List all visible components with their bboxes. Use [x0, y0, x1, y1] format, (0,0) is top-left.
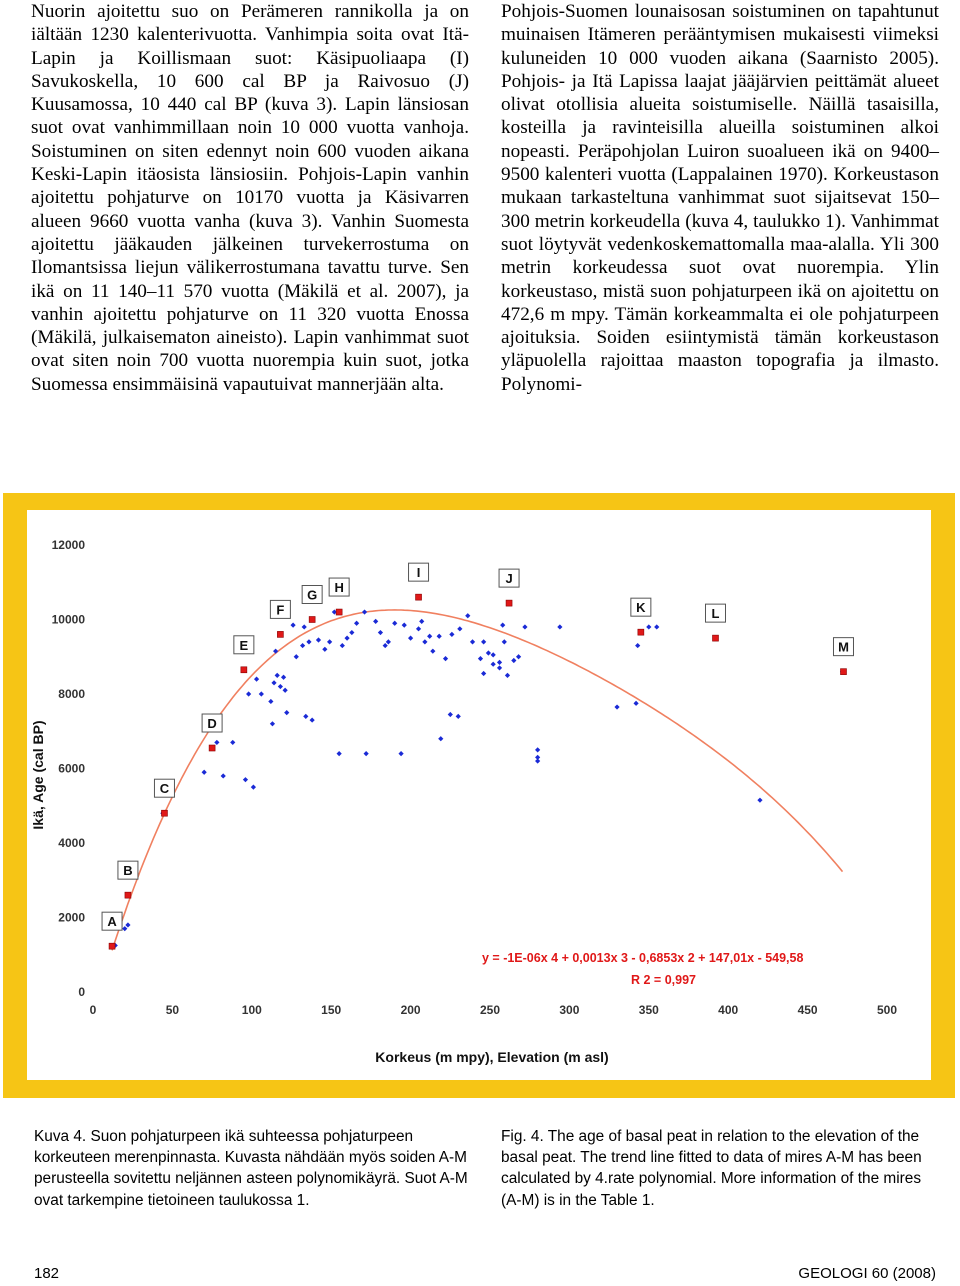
article-column-left — [31, 0, 469, 396]
data-point — [449, 632, 454, 637]
page-number: 182 — [34, 1265, 60, 1282]
data-point — [535, 747, 540, 752]
data-point — [486, 650, 491, 655]
data-point — [302, 624, 307, 629]
data-point — [230, 740, 235, 745]
data-point — [303, 714, 308, 719]
mire-label: A — [107, 914, 117, 930]
data-point — [481, 639, 486, 644]
data-point — [322, 647, 327, 652]
mire-label: E — [239, 637, 249, 653]
data-point — [491, 652, 496, 657]
data-point — [416, 626, 421, 631]
mire-label: M — [838, 639, 849, 655]
data-point — [511, 658, 516, 663]
data-point — [470, 639, 475, 644]
data-point — [557, 624, 562, 629]
data-point — [497, 660, 502, 665]
data-point — [254, 677, 259, 682]
x-tick-label: 0 — [89, 1003, 97, 1017]
data-point — [516, 654, 521, 659]
mire-label: G — [307, 587, 318, 603]
trend-line — [112, 610, 842, 951]
data-point — [362, 609, 367, 614]
mire-label: F — [276, 602, 285, 618]
x-tick-label: 100 — [241, 1003, 262, 1017]
data-point — [437, 634, 442, 639]
caption-english — [501, 1126, 941, 1211]
data-point — [259, 691, 264, 696]
journal-footer: GEOLOGI 60 (2008) — [798, 1265, 936, 1282]
data-point — [284, 710, 289, 715]
labeled-mire-point — [109, 943, 115, 949]
data-point — [337, 751, 342, 756]
labeled-mire-point — [416, 594, 422, 600]
r-squared: R 2 = 0,997 — [631, 973, 696, 987]
mire-label: J — [505, 571, 513, 587]
data-point — [497, 665, 502, 670]
x-tick-label: 450 — [797, 1003, 818, 1017]
mire-label: K — [636, 600, 646, 616]
labeled-mire-point — [309, 617, 315, 623]
data-point — [430, 649, 435, 654]
data-point — [422, 639, 427, 644]
mire-label: L — [711, 606, 720, 622]
data-point — [290, 622, 295, 627]
data-point — [214, 740, 219, 745]
mire-label: I — [416, 565, 421, 581]
data-point — [300, 643, 305, 648]
data-point — [757, 798, 762, 803]
data-point — [654, 624, 659, 629]
data-point — [316, 637, 321, 642]
labeled-mire-point — [506, 600, 512, 606]
body-text-right: Pohjois-Suomen lounaisosan soistuminen on tapahtunut muinaisen Itämeren perääntymisen mukaisesti viimeksi kuluneiden 10 000 vuoden aikana (Saarnisto 2005). Pohjois- ja Itä Lapissa laajat jääjärvien peittämät alueet olivat otollisia alueita soistumiselle. Näillä tasaisilla, kosteilla ja ravinteisilla alueilla soistuminen alkoi nopeasti. Peräpohjolan Luiron suoalueen ikä on 9400–9500 kalenteri vuotta (Lappalainen 1970). Korkeustason mukaan tarkasteltuna vanhimmat suot sijaitsevat 150–300 metrin korkeudella (kuva 4, taulukko 1). Vanhimmat suot löytyvät vedenkoskemattomalla maa-alalla. Yli 300 metrin korkeudessa suot ovat nuorempia. Ylin korkeustaso, mistä suon pohjaturpeen ikä on ajoitettu on 472,6 m mpy. Tämän korkeammalta ei ole pohjaturpeen ajoituksia. Soiden esiintymistä tämän korkeustason yläpuolella rajoittaa maaston topografia ja ilmasto. Polynomi- — [501, 1, 939, 395]
labeled-mire-point — [161, 810, 167, 816]
x-tick-label: 50 — [165, 1003, 180, 1017]
data-point — [478, 656, 483, 661]
y-tick-label: 8000 — [58, 687, 85, 701]
data-point — [243, 777, 248, 782]
data-point — [273, 649, 278, 654]
labeled-mire-point — [241, 667, 247, 673]
x-tick-label: 300 — [559, 1003, 580, 1017]
labeled-mire-point — [209, 745, 215, 751]
data-point — [327, 639, 332, 644]
mire-label: H — [334, 580, 344, 596]
x-axis-title: Korkeus (m mpy), Elevation (m asl) — [375, 1049, 609, 1065]
data-point — [270, 721, 275, 726]
data-point — [408, 636, 413, 641]
data-point — [202, 770, 207, 775]
mire-label: B — [123, 863, 133, 879]
x-tick-label: 400 — [718, 1003, 739, 1017]
data-point — [633, 701, 638, 706]
data-point — [251, 785, 256, 790]
data-point — [310, 717, 315, 722]
figure-panel — [27, 510, 931, 1080]
data-point — [398, 751, 403, 756]
x-tick-label: 150 — [321, 1003, 342, 1017]
data-point — [122, 926, 127, 931]
y-tick-label: 6000 — [58, 761, 85, 776]
age-elevation-chart — [27, 510, 931, 1080]
mire-label: C — [159, 781, 170, 797]
data-point — [246, 691, 251, 696]
data-point — [373, 619, 378, 624]
data-point — [275, 673, 280, 678]
labeled-mire-point — [125, 892, 131, 898]
data-point — [278, 684, 283, 689]
data-point — [281, 675, 286, 680]
data-point — [535, 758, 540, 763]
y-tick-label: 4000 — [58, 836, 85, 850]
data-point — [500, 622, 505, 627]
data-point — [481, 671, 486, 676]
labeled-mire-point — [840, 669, 846, 675]
data-point — [383, 643, 388, 648]
labeled-mire-point — [712, 635, 718, 641]
y-tick-label: 10000 — [51, 612, 85, 627]
data-point — [349, 630, 354, 635]
data-point — [448, 712, 453, 717]
article-column-right — [501, 0, 939, 396]
data-point — [505, 673, 510, 678]
figure-frame — [3, 493, 955, 1098]
data-point — [392, 621, 397, 626]
mire-label: D — [207, 716, 217, 732]
data-point — [427, 634, 432, 639]
data-point — [457, 626, 462, 631]
data-point — [364, 751, 369, 756]
data-point — [306, 639, 311, 644]
data-point — [378, 630, 383, 635]
x-tick-label: 200 — [400, 1003, 421, 1017]
data-point — [386, 639, 391, 644]
data-point — [354, 621, 359, 626]
data-point — [221, 773, 226, 778]
data-point — [465, 613, 470, 618]
data-point — [456, 714, 461, 719]
data-point — [491, 662, 496, 667]
data-point — [522, 624, 527, 629]
data-point — [402, 622, 407, 627]
x-tick-label: 250 — [479, 1003, 501, 1017]
x-tick-label: 350 — [638, 1003, 659, 1017]
data-point — [283, 688, 288, 693]
data-point — [502, 639, 507, 644]
data-point — [438, 736, 443, 741]
data-point — [443, 656, 448, 661]
data-point — [340, 643, 345, 648]
data-point — [646, 624, 651, 629]
data-point — [125, 922, 130, 927]
data-point — [271, 680, 276, 685]
data-point — [294, 654, 299, 659]
labeled-mire-point — [638, 629, 644, 635]
body-text-left: Nuorin ajoitettu suo on Perämeren rannikolla ja on iältään 1230 kalenterivuotta. Vanhimpia soita ovat Itä- Lapin ja Koillismaan suot: Käsipuoliaapa (I) Savukoskella, 10 600 cal BP ja Raivosuo (J) Kuusamossa, 10 440 cal BP (kuva 3). Lapin länsiosan suot ovat vanhimmillaan noin 10 000 vuotta vanhoja. Soistuminen on siten edennyt noin 600 vuoden aikana Keski-Lapin itäosista länsiosiin. Pohjois-Lapin vanhin ajoitettu pohjaturve on 10170 vuotta ja Käsivarren alueen 9660 vuotta vanha (kuva 3). Vanhin Suomesta ajoitettu jääkauden jälkeinen turvekerrostuma on Ilomantsissa liejun välikerrostumana tavattu turve. Sen ikä on 11 140–11 570 vuotta (Mäkilä et al. 2007), ja vanhin ajoitettu pohjaturve on 11 320 vuotta Enossa (Mäkilä, julkaisematon aineisto). Lapin vanhimmat suot ovat siten noin 700 vuotta nuorempia kuin suot, jotka Suomessa ensimmäisinä vapautuivat mannerjään alta. — [31, 1, 469, 395]
caption-finnish — [34, 1126, 474, 1211]
caption-finnish-text: Kuva 4. Suon pohjaturpeen ikä suhteessa pohjaturpeen korkeuteen merenpinnasta. Kuvasta nähdään myös soiden A-M perusteella sovitettu neljännen asteen polynomikäyrä. Suot A-M ovat tarkempine tietoineen taulukossa 1. — [34, 1128, 468, 1209]
y-tick-label: 12000 — [51, 538, 85, 552]
y-axis-title: Ikä, Age (cal BP) — [30, 720, 46, 830]
data-point — [268, 699, 273, 704]
data-point — [344, 636, 349, 641]
caption-english-text: Fig. 4. The age of basal peat in relation to the elevation of the basal peat. The trend line fitted to data of mires A-M has been calculated by 4.rate polynomial. More information of the mires (A-M) is in the Table 1. — [501, 1128, 922, 1209]
data-point — [635, 643, 640, 648]
trend-equation: y = -1E-06x 4 + 0,0013x 3 - 0,6853x 2 + 147,01x - 549,58 — [482, 951, 804, 965]
y-tick-label: 2000 — [58, 910, 85, 925]
x-tick-label: 500 — [876, 1003, 898, 1017]
data-point — [419, 619, 424, 624]
labeled-mire-point — [336, 609, 342, 615]
data-point — [614, 704, 619, 709]
labeled-mire-point — [277, 631, 283, 637]
y-tick-label: 0 — [78, 985, 85, 999]
